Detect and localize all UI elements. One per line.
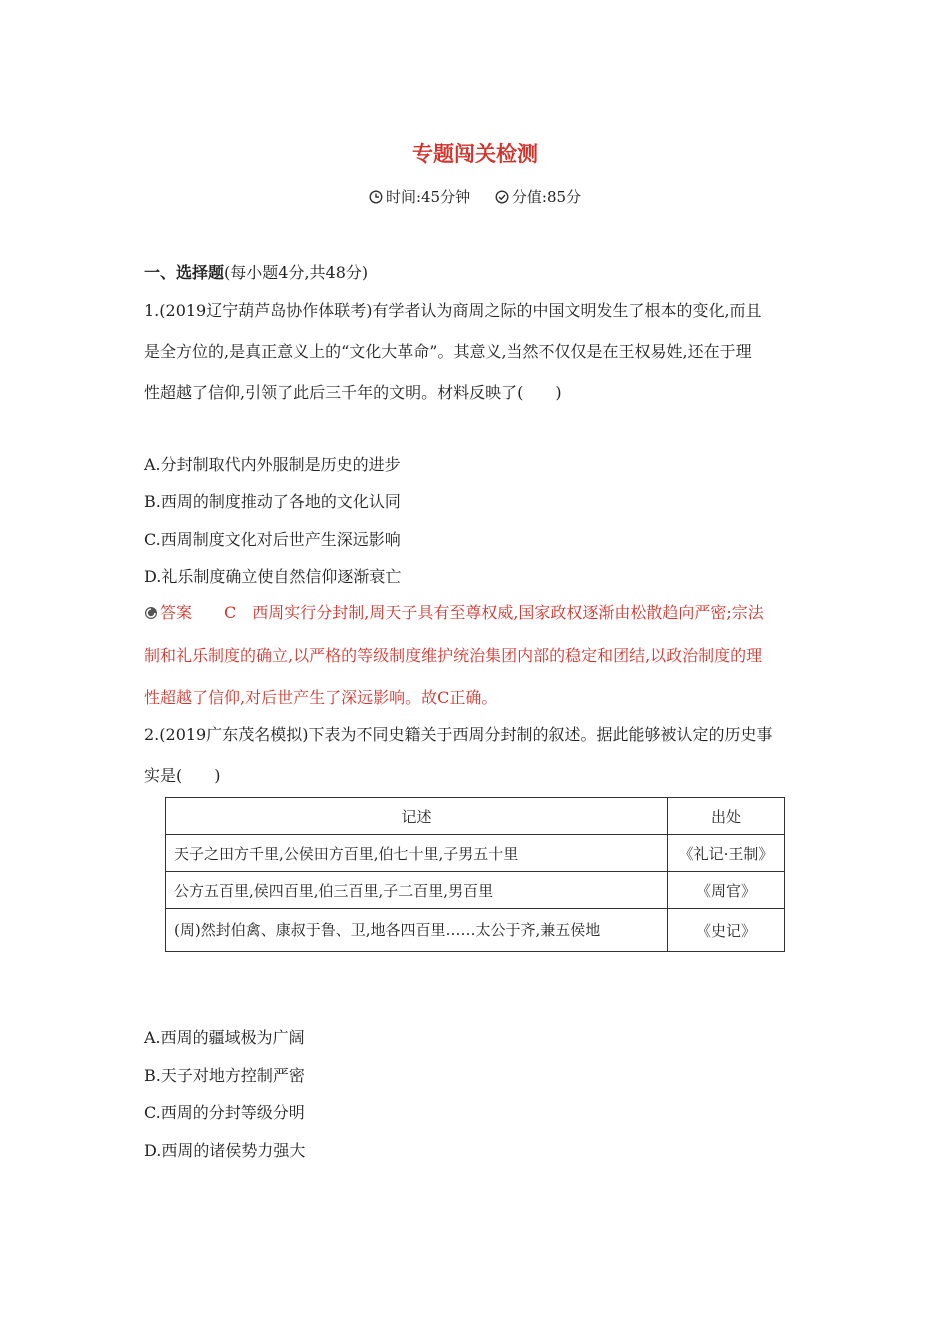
check-circle-icon — [495, 190, 509, 204]
score-meta — [495, 186, 581, 207]
question-1-line: 是全方位的,是真正意义上的“文化大革命”。其意义,当然不仅仅是在王权易姓,还在于理 — [144, 342, 752, 361]
table-row — [166, 872, 785, 909]
q2-option-c: C.西周的分封等级分明 — [144, 1103, 305, 1122]
time-text: 时间:45分钟 — [385, 188, 471, 206]
section-heading — [144, 260, 368, 283]
question-1-line: 1.(2019辽宁葫芦岛协作体联考)有学者认为商周之际的中国文明发生了根本的变化,而且 — [144, 301, 762, 320]
time-meta — [369, 186, 470, 207]
question-2-line: 2.(2019广东茂名模拟)下表为不同史籍关于西周分封制的叙述。据此能够被认定的历史事 — [144, 725, 773, 744]
table-header-row — [166, 798, 785, 835]
table-cell: 天子之田方千里,公侯田方百里,伯七十里,子男五十里 — [166, 835, 668, 872]
clock-icon — [369, 190, 383, 204]
table-header: 记述 — [166, 798, 668, 835]
section-note: (每小题4分,共48分) — [224, 263, 369, 282]
answer-icon — [144, 606, 158, 620]
table-header: 出处 — [668, 798, 785, 835]
section-title: 一、选择题 — [144, 263, 225, 282]
source-table — [165, 797, 785, 952]
q1-option-a: A.分封制取代内外服制是历史的进步 — [144, 455, 401, 474]
q2-option-b: B.天子对地方控制严密 — [144, 1066, 305, 1085]
exam-meta — [0, 186, 950, 208]
question-2-line: 实是( ) — [144, 766, 221, 785]
page-title: 专题闯关检测 — [412, 142, 538, 166]
q1-option-b: B.西周的制度推动了各地的文化认同 — [144, 492, 401, 511]
q1-option-c: C.西周制度文化对后世产生深远影响 — [144, 530, 401, 549]
q2-option-d: D.西周的诸侯势力强大 — [144, 1141, 306, 1160]
answer-line — [144, 600, 764, 623]
table-row — [166, 909, 785, 952]
answer-line: 性超越了信仰,对后世产生了深远影响。故C正确。 — [144, 688, 498, 707]
score-text: 分值:85分 — [511, 188, 582, 206]
q2-option-a: A.西周的疆域极为广阔 — [144, 1028, 305, 1047]
table-cell: (周)然封伯禽、康叔于鲁、卫,地各四百里……太公于齐,兼五侯地 — [166, 909, 668, 952]
table-cell: 《礼记·王制》 — [668, 835, 785, 872]
question-1-line: 性超越了信仰,引领了此后三千年的文明。材料反映了( ) — [144, 383, 562, 402]
table-row — [166, 835, 785, 872]
q1-option-d: D.礼乐制度确立使自然信仰逐渐衰亡 — [144, 567, 402, 586]
answer-line: 制和礼乐制度的确立,以严格的等级制度维护统治集团内部的稳定和团结,以政治制度的理 — [144, 646, 763, 665]
table-cell: 《周官》 — [668, 872, 785, 909]
answer-text: 答案 C 西周实行分封制,周天子具有至尊权威,国家政权逐渐由松散趋向严密;宗法 — [160, 603, 764, 622]
table-cell: 《史记》 — [668, 909, 785, 952]
table-cell: 公方五百里,侯四百里,伯三百里,子二百里,男百里 — [166, 872, 668, 909]
